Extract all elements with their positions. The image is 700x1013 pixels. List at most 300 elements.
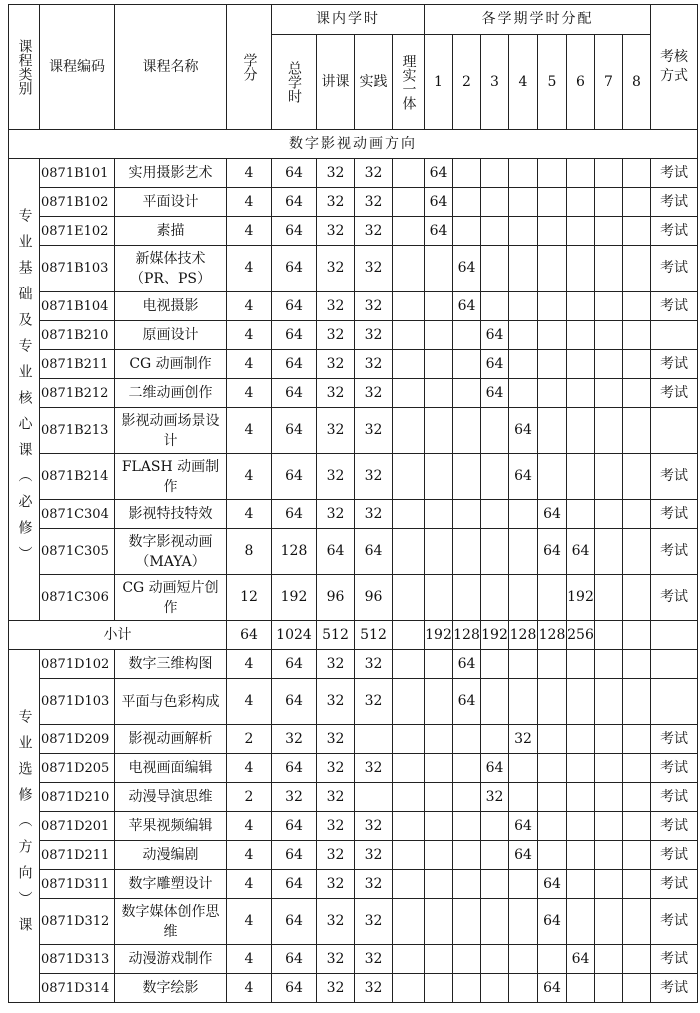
semester-5-hours xyxy=(538,754,567,783)
assessment: 考试 xyxy=(651,292,698,321)
integrated-hours xyxy=(393,650,425,679)
course-code: 0871C304 xyxy=(40,500,115,529)
header-semester-2: 2 xyxy=(453,35,481,130)
table-row xyxy=(9,454,698,500)
semester-5-hours: 128 xyxy=(538,621,567,650)
semester-2-hours xyxy=(453,350,481,379)
credits: 4 xyxy=(227,974,272,1003)
lecture-hours: 32 xyxy=(317,812,355,841)
semester-7-hours xyxy=(595,529,623,575)
total-hours: 64 xyxy=(272,500,317,529)
total-hours: 32 xyxy=(272,783,317,812)
semester-7-hours xyxy=(595,679,623,725)
table-body xyxy=(9,159,698,1003)
semester-6-hours xyxy=(567,650,595,679)
header-total: 总学时 xyxy=(272,35,317,130)
semester-2-hours xyxy=(453,500,481,529)
semester-5-hours: 64 xyxy=(538,974,567,1003)
semester-2-hours xyxy=(453,159,481,188)
course-code: 0871D103 xyxy=(40,679,115,725)
semester-4-hours: 64 xyxy=(509,812,538,841)
semester-1-hours xyxy=(425,529,453,575)
total-hours: 64 xyxy=(272,246,317,292)
credits: 4 xyxy=(227,379,272,408)
assessment: 考试 xyxy=(651,529,698,575)
integrated-hours xyxy=(393,321,425,350)
semester-2-hours xyxy=(453,841,481,870)
semester-7-hours xyxy=(595,292,623,321)
lecture-hours: 32 xyxy=(317,945,355,974)
semester-5-hours xyxy=(538,454,567,500)
practice-hours xyxy=(355,725,393,754)
semester-7-hours xyxy=(595,945,623,974)
table-row xyxy=(9,841,698,870)
semester-3-hours xyxy=(481,812,509,841)
credits: 64 xyxy=(227,621,272,650)
semester-4-hours xyxy=(509,188,538,217)
course-name: 平面设计 xyxy=(115,188,227,217)
lecture-hours: 32 xyxy=(317,217,355,246)
course-code: 0871B104 xyxy=(40,292,115,321)
assessment: 考试 xyxy=(651,945,698,974)
semester-3-hours: 64 xyxy=(481,321,509,350)
header-semester-3: 3 xyxy=(481,35,509,130)
category-cell: 专业基础及专业核心课（必修） xyxy=(9,159,40,621)
semester-2-hours xyxy=(453,575,481,621)
semester-3-hours xyxy=(481,725,509,754)
total-hours: 64 xyxy=(272,321,317,350)
semester-1-hours xyxy=(425,321,453,350)
lecture-hours: 32 xyxy=(317,321,355,350)
integrated-hours xyxy=(393,292,425,321)
semester-5-hours: 64 xyxy=(538,899,567,945)
integrated-hours xyxy=(393,529,425,575)
semester-8-hours xyxy=(623,679,651,725)
semester-8-hours xyxy=(623,246,651,292)
semester-1-hours xyxy=(425,650,453,679)
header-semester-6: 6 xyxy=(567,35,595,130)
lecture-hours: 32 xyxy=(317,292,355,321)
header-semester-1: 1 xyxy=(425,35,453,130)
assessment: 考试 xyxy=(651,899,698,945)
semester-1-hours xyxy=(425,679,453,725)
lecture-hours: 96 xyxy=(317,575,355,621)
semester-6-hours xyxy=(567,379,595,408)
semester-4-hours: 32 xyxy=(509,725,538,754)
assessment xyxy=(651,679,698,725)
semester-8-hours xyxy=(623,870,651,899)
integrated-hours xyxy=(393,575,425,621)
practice-hours: 32 xyxy=(355,454,393,500)
semester-3-hours xyxy=(481,246,509,292)
total-hours: 64 xyxy=(272,754,317,783)
semester-3-hours xyxy=(481,500,509,529)
semester-2-hours xyxy=(453,945,481,974)
semester-7-hours xyxy=(595,870,623,899)
course-code: 0871D209 xyxy=(40,725,115,754)
practice-hours: 32 xyxy=(355,899,393,945)
semester-6-hours xyxy=(567,870,595,899)
table-row xyxy=(9,870,698,899)
semester-4-hours xyxy=(509,159,538,188)
credits: 4 xyxy=(227,159,272,188)
semester-4-hours xyxy=(509,529,538,575)
semester-3-hours: 192 xyxy=(481,621,509,650)
integrated-hours xyxy=(393,159,425,188)
semester-5-hours xyxy=(538,679,567,725)
semester-6-hours: 256 xyxy=(567,621,595,650)
semester-7-hours xyxy=(595,159,623,188)
course-name: 数字雕塑设计 xyxy=(115,870,227,899)
semester-6-hours xyxy=(567,841,595,870)
total-hours: 64 xyxy=(272,812,317,841)
practice-hours: 32 xyxy=(355,870,393,899)
course-code: 0871B101 xyxy=(40,159,115,188)
total-hours: 64 xyxy=(272,870,317,899)
credits: 4 xyxy=(227,870,272,899)
practice-hours: 32 xyxy=(355,812,393,841)
integrated-hours xyxy=(393,679,425,725)
credits: 4 xyxy=(227,679,272,725)
semester-7-hours xyxy=(595,621,623,650)
header-code: 课程编码 xyxy=(40,5,115,130)
practice-hours: 32 xyxy=(355,217,393,246)
semester-1-hours xyxy=(425,575,453,621)
semester-5-hours: 64 xyxy=(538,500,567,529)
course-code: 0871C306 xyxy=(40,575,115,621)
semester-6-hours xyxy=(567,899,595,945)
semester-7-hours xyxy=(595,454,623,500)
semester-8-hours xyxy=(623,945,651,974)
semester-8-hours xyxy=(623,650,651,679)
credits: 4 xyxy=(227,246,272,292)
semester-1-hours xyxy=(425,841,453,870)
semester-7-hours xyxy=(595,217,623,246)
course-name: 电视画面编辑 xyxy=(115,754,227,783)
integrated-hours xyxy=(393,783,425,812)
integrated-hours xyxy=(393,841,425,870)
assessment: 考试 xyxy=(651,725,698,754)
semester-2-hours xyxy=(453,379,481,408)
table-row xyxy=(9,575,698,621)
semester-1-hours xyxy=(425,350,453,379)
practice-hours: 32 xyxy=(355,841,393,870)
course-name: 数字影视动画（MAYA） xyxy=(115,529,227,575)
course-name: 二维动画创作 xyxy=(115,379,227,408)
assessment: 考试 xyxy=(651,159,698,188)
semester-7-hours xyxy=(595,500,623,529)
practice-hours: 32 xyxy=(355,650,393,679)
lecture-hours: 32 xyxy=(317,899,355,945)
table-row xyxy=(9,217,698,246)
assessment xyxy=(651,408,698,454)
semester-6-hours xyxy=(567,754,595,783)
semester-1-hours xyxy=(425,783,453,812)
lecture-hours: 32 xyxy=(317,188,355,217)
course-code: 0871B103 xyxy=(40,246,115,292)
semester-5-hours xyxy=(538,650,567,679)
credits: 4 xyxy=(227,350,272,379)
semester-7-hours xyxy=(595,350,623,379)
semester-6-hours xyxy=(567,500,595,529)
total-hours: 64 xyxy=(272,974,317,1003)
credits: 4 xyxy=(227,650,272,679)
lecture-hours: 32 xyxy=(317,725,355,754)
semester-7-hours xyxy=(595,754,623,783)
total-hours: 192 xyxy=(272,575,317,621)
lecture-hours: 32 xyxy=(317,783,355,812)
semester-5-hours xyxy=(538,575,567,621)
semester-5-hours xyxy=(538,379,567,408)
header-name: 课程名称 xyxy=(115,5,227,130)
semester-4-hours xyxy=(509,974,538,1003)
semester-2-hours: 64 xyxy=(453,650,481,679)
header-assessment: 考核方式 xyxy=(651,5,698,130)
semester-3-hours: 64 xyxy=(481,350,509,379)
integrated-hours xyxy=(393,621,425,650)
semester-5-hours xyxy=(538,783,567,812)
semester-8-hours xyxy=(623,500,651,529)
assessment: 考试 xyxy=(651,575,698,621)
course-name: 数字媒体创作思维 xyxy=(115,899,227,945)
course-name: 电视摄影 xyxy=(115,292,227,321)
practice-hours: 64 xyxy=(355,529,393,575)
semester-6-hours xyxy=(567,725,595,754)
assessment: 考试 xyxy=(651,974,698,1003)
category-cell: 专业选修（方向）课 xyxy=(9,650,40,1003)
integrated-hours xyxy=(393,899,425,945)
integrated-hours xyxy=(393,974,425,1003)
assessment xyxy=(651,650,698,679)
semester-1-hours xyxy=(425,725,453,754)
semester-4-hours xyxy=(509,350,538,379)
integrated-hours xyxy=(393,350,425,379)
practice-hours: 512 xyxy=(355,621,393,650)
semester-5-hours xyxy=(538,292,567,321)
semester-7-hours xyxy=(595,725,623,754)
credits: 4 xyxy=(227,188,272,217)
total-hours: 32 xyxy=(272,725,317,754)
semester-5-hours xyxy=(538,945,567,974)
header-lecture: 讲课 xyxy=(317,35,355,130)
semester-2-hours xyxy=(453,454,481,500)
course-name: CG 动画短片创作 xyxy=(115,575,227,621)
lecture-hours: 32 xyxy=(317,246,355,292)
integrated-hours xyxy=(393,246,425,292)
semester-7-hours xyxy=(595,408,623,454)
semester-6-hours xyxy=(567,679,595,725)
semester-8-hours xyxy=(623,321,651,350)
semester-8-hours xyxy=(623,188,651,217)
credits: 4 xyxy=(227,754,272,783)
assessment: 考试 xyxy=(651,350,698,379)
course-name: CG 动画制作 xyxy=(115,350,227,379)
lecture-hours: 64 xyxy=(317,529,355,575)
semester-6-hours: 64 xyxy=(567,945,595,974)
lecture-hours: 32 xyxy=(317,870,355,899)
table-row xyxy=(9,899,698,945)
semester-2-hours: 128 xyxy=(453,621,481,650)
semester-4-hours xyxy=(509,379,538,408)
semester-7-hours xyxy=(595,321,623,350)
semester-4-hours xyxy=(509,870,538,899)
course-name: 新媒体技术（PR、PS） xyxy=(115,246,227,292)
practice-hours: 32 xyxy=(355,379,393,408)
practice-hours: 32 xyxy=(355,974,393,1003)
semester-3-hours xyxy=(481,650,509,679)
practice-hours: 32 xyxy=(355,321,393,350)
semester-4-hours xyxy=(509,783,538,812)
table-row xyxy=(9,350,698,379)
course-code: 0871B211 xyxy=(40,350,115,379)
semester-3-hours: 32 xyxy=(481,783,509,812)
course-name: 原画设计 xyxy=(115,321,227,350)
semester-5-hours xyxy=(538,408,567,454)
semester-8-hours xyxy=(623,974,651,1003)
semester-4-hours xyxy=(509,899,538,945)
practice-hours: 32 xyxy=(355,350,393,379)
course-name: 数字三维构图 xyxy=(115,650,227,679)
semester-3-hours xyxy=(481,529,509,575)
semester-4-hours xyxy=(509,754,538,783)
semester-4-hours: 64 xyxy=(509,454,538,500)
integrated-hours xyxy=(393,500,425,529)
practice-hours: 32 xyxy=(355,292,393,321)
semester-2-hours xyxy=(453,408,481,454)
total-hours: 1024 xyxy=(272,621,317,650)
semester-3-hours xyxy=(481,899,509,945)
total-hours: 64 xyxy=(272,379,317,408)
assessment: 考试 xyxy=(651,246,698,292)
course-code: 0871B102 xyxy=(40,188,115,217)
semester-8-hours xyxy=(623,529,651,575)
subtotal-label: 小计 xyxy=(9,621,227,650)
credits: 8 xyxy=(227,529,272,575)
semester-6-hours xyxy=(567,454,595,500)
semester-4-hours xyxy=(509,650,538,679)
semester-4-hours xyxy=(509,575,538,621)
lecture-hours: 32 xyxy=(317,350,355,379)
semester-5-hours: 64 xyxy=(538,870,567,899)
semester-8-hours xyxy=(623,783,651,812)
table-row xyxy=(9,159,698,188)
semester-6-hours xyxy=(567,188,595,217)
assessment: 考试 xyxy=(651,217,698,246)
total-hours: 64 xyxy=(272,454,317,500)
table-row xyxy=(9,379,698,408)
course-code: 0871D102 xyxy=(40,650,115,679)
course-name: 素描 xyxy=(115,217,227,246)
assessment: 考试 xyxy=(651,188,698,217)
integrated-hours xyxy=(393,188,425,217)
semester-8-hours xyxy=(623,350,651,379)
practice-hours: 32 xyxy=(355,246,393,292)
table-row xyxy=(9,679,698,725)
header-semester-7: 7 xyxy=(595,35,623,130)
lecture-hours: 32 xyxy=(317,500,355,529)
total-hours: 64 xyxy=(272,841,317,870)
semester-7-hours xyxy=(595,379,623,408)
integrated-hours xyxy=(393,379,425,408)
credits: 4 xyxy=(227,841,272,870)
assessment: 考试 xyxy=(651,379,698,408)
semester-6-hours xyxy=(567,783,595,812)
semester-2-hours xyxy=(453,870,481,899)
semester-8-hours xyxy=(623,754,651,783)
semester-2-hours xyxy=(453,812,481,841)
course-code: 0871C305 xyxy=(40,529,115,575)
semester-7-hours xyxy=(595,188,623,217)
section-title: 数字影视动画方向 xyxy=(9,130,698,159)
course-name: 影视动画解析 xyxy=(115,725,227,754)
assessment: 考试 xyxy=(651,783,698,812)
integrated-hours xyxy=(393,754,425,783)
header-integrated: 理实一体 xyxy=(393,35,425,130)
header-in-class-hours: 课内学时 xyxy=(272,5,425,35)
table-row xyxy=(9,725,698,754)
credits: 4 xyxy=(227,217,272,246)
semester-6-hours xyxy=(567,246,595,292)
semester-2-hours: 64 xyxy=(453,246,481,292)
practice-hours: 32 xyxy=(355,945,393,974)
semester-1-hours xyxy=(425,812,453,841)
semester-2-hours: 64 xyxy=(453,292,481,321)
total-hours: 64 xyxy=(272,679,317,725)
semester-1-hours: 64 xyxy=(425,159,453,188)
lecture-hours: 32 xyxy=(317,454,355,500)
course-name: 动漫导演思维 xyxy=(115,783,227,812)
table-row xyxy=(9,650,698,679)
semester-1-hours: 64 xyxy=(425,188,453,217)
semester-1-hours xyxy=(425,870,453,899)
integrated-hours xyxy=(393,812,425,841)
course-code: 0871D211 xyxy=(40,841,115,870)
semester-2-hours xyxy=(453,899,481,945)
semester-7-hours xyxy=(595,246,623,292)
table-header xyxy=(9,5,698,159)
semester-1-hours xyxy=(425,974,453,1003)
table-row xyxy=(9,408,698,454)
total-hours: 64 xyxy=(272,292,317,321)
semester-8-hours xyxy=(623,725,651,754)
semester-4-hours xyxy=(509,679,538,725)
course-code: 0871D205 xyxy=(40,754,115,783)
semester-3-hours xyxy=(481,679,509,725)
integrated-hours xyxy=(393,945,425,974)
total-hours: 64 xyxy=(272,899,317,945)
semester-6-hours: 64 xyxy=(567,529,595,575)
course-code: 0871D201 xyxy=(40,812,115,841)
semester-7-hours xyxy=(595,650,623,679)
course-code: 0871D313 xyxy=(40,945,115,974)
table-row xyxy=(9,945,698,974)
integrated-hours xyxy=(393,217,425,246)
total-hours: 64 xyxy=(272,188,317,217)
total-hours: 128 xyxy=(272,529,317,575)
credits: 4 xyxy=(227,408,272,454)
credits: 4 xyxy=(227,500,272,529)
semester-8-hours xyxy=(623,159,651,188)
semester-5-hours xyxy=(538,217,567,246)
semester-7-hours xyxy=(595,575,623,621)
semester-6-hours xyxy=(567,321,595,350)
practice-hours: 96 xyxy=(355,575,393,621)
assessment xyxy=(651,621,698,650)
integrated-hours xyxy=(393,725,425,754)
course-name: 影视特技特效 xyxy=(115,500,227,529)
semester-5-hours: 64 xyxy=(538,529,567,575)
course-code: 0871B210 xyxy=(40,321,115,350)
